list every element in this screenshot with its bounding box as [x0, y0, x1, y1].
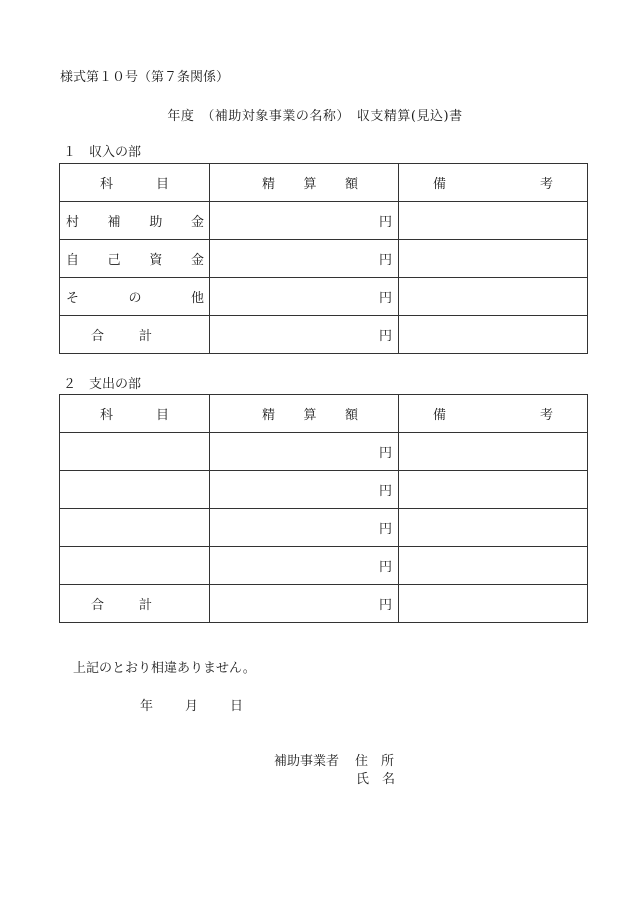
- header-char: 考: [539, 177, 553, 192]
- name-label-char: 名: [382, 772, 396, 787]
- address-label-char: 住: [355, 754, 369, 769]
- expenditure-header-amount: [210, 395, 399, 433]
- label-char: 己: [107, 253, 121, 268]
- label-char: 自: [66, 253, 80, 268]
- table-row: [60, 547, 588, 585]
- label-char: 助: [149, 215, 163, 230]
- name-label-char: 氏: [356, 772, 370, 787]
- yen-unit: 円: [378, 329, 392, 344]
- table-row: [60, 433, 588, 471]
- expenditure-total-amount-cell[interactable]: [210, 585, 399, 623]
- yen-unit: 円: [378, 253, 392, 268]
- date-day: 日: [230, 699, 244, 714]
- label-char: 合: [91, 329, 105, 344]
- income-note-cell[interactable]: [399, 240, 588, 278]
- address-label-char: 所: [381, 754, 395, 769]
- income-subject-cell[interactable]: [60, 278, 210, 316]
- header-char: 備: [433, 177, 447, 192]
- expenditure-header-note: [399, 395, 588, 433]
- header-char: 額: [344, 408, 358, 423]
- income-note-cell[interactable]: [399, 278, 588, 316]
- income-header-row: [60, 164, 588, 202]
- document-title: 年度 （補助対象事業の名称） 収支精算(見込)書: [167, 109, 463, 124]
- signer-role: 補助事業者: [274, 754, 340, 769]
- expenditure-header-subject: [60, 395, 210, 433]
- header-char: 算: [303, 408, 317, 423]
- label-char: そ: [66, 291, 80, 306]
- header-char: 科: [100, 408, 114, 423]
- date-month: 月: [185, 699, 199, 714]
- label-char: 金: [190, 253, 204, 268]
- header-char: 科: [100, 177, 114, 192]
- label-char: 計: [138, 598, 152, 613]
- expenditure-amount-cell[interactable]: [210, 509, 399, 547]
- income-header-note: [399, 164, 588, 202]
- header-char: 精: [262, 408, 276, 423]
- expenditure-total-label: [60, 585, 210, 623]
- expenditure-note-cell[interactable]: [399, 547, 588, 585]
- income-amount-cell[interactable]: [210, 278, 399, 316]
- table-row: [60, 240, 588, 278]
- expenditure-note-cell[interactable]: [399, 509, 588, 547]
- income-amount-cell[interactable]: [210, 240, 399, 278]
- income-header-subject: [60, 164, 210, 202]
- label-char: 補: [107, 215, 121, 230]
- header-char: 目: [155, 408, 169, 423]
- declaration-statement: 上記のとおり相違ありません。: [73, 661, 256, 676]
- yen-unit: 円: [378, 291, 392, 306]
- header-char: 備: [433, 408, 447, 423]
- table-row: [60, 278, 588, 316]
- expenditure-amount-cell[interactable]: [210, 433, 399, 471]
- expenditure-amount-cell[interactable]: [210, 547, 399, 585]
- expenditure-section-heading: ２ 支出の部: [63, 377, 142, 392]
- income-total-amount-cell[interactable]: [210, 316, 399, 354]
- income-table: [59, 163, 588, 354]
- yen-unit: 円: [378, 446, 392, 461]
- header-char: 額: [344, 177, 358, 192]
- income-subject-cell[interactable]: [60, 240, 210, 278]
- income-note-cell[interactable]: [399, 202, 588, 240]
- signer-name-line: [356, 768, 395, 787]
- label-char: 金: [190, 215, 204, 230]
- yen-unit: 円: [378, 598, 392, 613]
- expenditure-note-cell[interactable]: [399, 433, 588, 471]
- expenditure-total-row: [60, 585, 588, 623]
- yen-unit: 円: [378, 215, 392, 230]
- income-amount-cell[interactable]: [210, 202, 399, 240]
- table-row: [60, 471, 588, 509]
- expenditure-table: [59, 394, 588, 623]
- income-total-note-cell[interactable]: [399, 316, 588, 354]
- header-char: 目: [155, 177, 169, 192]
- expenditure-subject-cell[interactable]: [60, 433, 210, 471]
- table-row: [60, 509, 588, 547]
- expenditure-subject-cell[interactable]: [60, 509, 210, 547]
- header-char: 算: [303, 177, 317, 192]
- yen-unit: 円: [378, 560, 392, 575]
- expenditure-amount-cell[interactable]: [210, 471, 399, 509]
- income-header-amount: [210, 164, 399, 202]
- expenditure-note-cell[interactable]: [399, 471, 588, 509]
- form-number: 様式第１０号（第７条関係）: [60, 70, 230, 85]
- income-total-row: [60, 316, 588, 354]
- expenditure-subject-cell[interactable]: [60, 471, 210, 509]
- label-char: 計: [138, 329, 152, 344]
- label-char: 村: [66, 215, 80, 230]
- expenditure-header-row: [60, 395, 588, 433]
- label-char: の: [128, 291, 142, 306]
- income-subject-cell[interactable]: [60, 202, 210, 240]
- label-char: 合: [91, 598, 105, 613]
- income-total-label: [60, 316, 210, 354]
- yen-unit: 円: [378, 484, 392, 499]
- date-year: 年: [140, 699, 154, 714]
- header-char: 精: [262, 177, 276, 192]
- income-section-heading: １ 収入の部: [63, 145, 142, 160]
- date-line: [140, 695, 243, 714]
- expenditure-total-note-cell[interactable]: [399, 585, 588, 623]
- signer-address-line: [274, 750, 394, 769]
- expenditure-subject-cell[interactable]: [60, 547, 210, 585]
- label-char: 他: [190, 291, 204, 306]
- header-char: 考: [539, 408, 553, 423]
- label-char: 資: [149, 253, 163, 268]
- table-row: [60, 202, 588, 240]
- yen-unit: 円: [378, 522, 392, 537]
